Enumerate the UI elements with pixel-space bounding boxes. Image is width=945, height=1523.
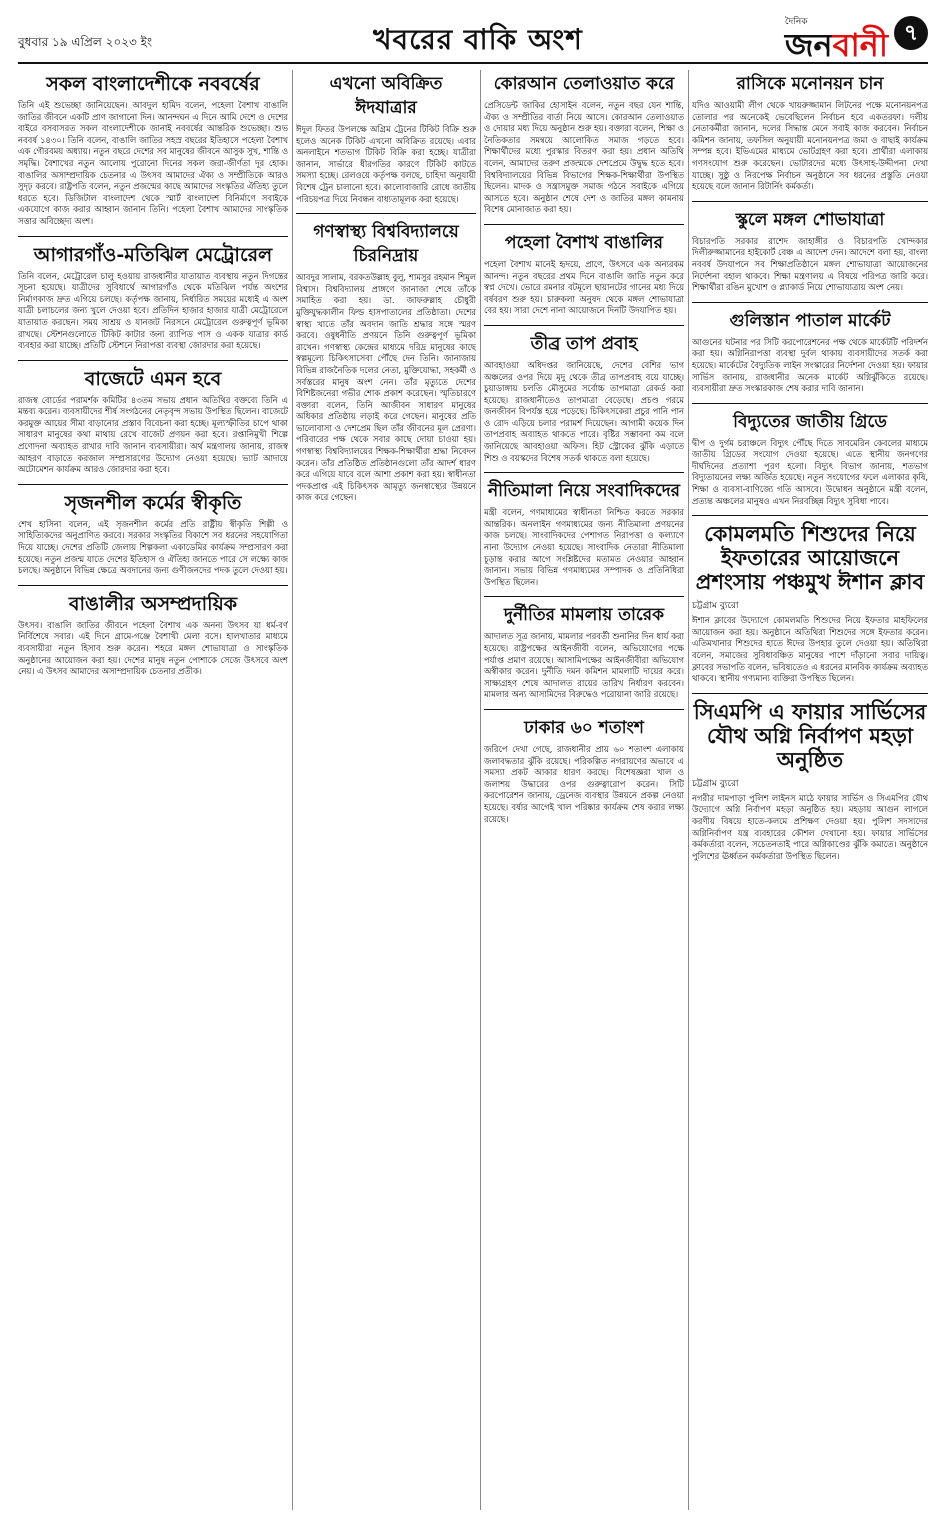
article-body: ঈদুল ফিতর উপলক্ষে অগ্রিম ট্রেনের টিকিট বিক্রি শুরু হলেও অনেক টিকিট এখনো অবিক্রিত রয়েছে। এবার অনলাইনে শতভাগ টিকিট বিক্রি করা হচ্ছে। যাত্রীরা জানান, সার্ভারে ধীরগতির কারণে টিকিট কাটতে সমস্যা হচ্ছে। রেলওয়ে কর্তৃপক্ষ বলছে, চাহিদা অনুযায়ী বিশেষ ট্রেন চালানো হবে। কালোবাজারি রোধে জাতীয় পরিচয়পত্র দিয়ে নিবন্ধন বাধ্যতামূলক করা হয়েছে। bbox=[296, 124, 476, 204]
article bbox=[18, 489, 288, 577]
article-body: নগরীর দামপাড়া পুলিশ লাইনস মাঠে ফায়ার সার্ভিস ও সিএমপির যৌথ উদ্যোগে অগ্নি নির্বাপণ মহড়া অনুষ্ঠিত হয়। মহড়ায় আগুন লাগলে করণীয় বিষয়ে হাতে-কলমে প্রশিক্ষণ দেওয়া হয়। পুলিশ সদস্যদের অগ্নিনির্বাপণ যন্ত্র ব্যবহারের কৌশল দেখানো হয়। ফায়ার সার্ভিসের কর্মকর্তারা বলেন, সচেতনতাই পারে অগ্নিকাণ্ডের ঝুঁকি কমাতে। অনুষ্ঠানে পুলিশের ঊর্ধ্বতন কর্মকর্তারা উপস্থিত ছিলেন। bbox=[692, 792, 928, 861]
article-body: দ্বীপ ও দুর্গম চরাঞ্চলে বিদ্যুৎ পৌঁছে দিতে সাবমেরিন কেবলের মাধ্যমে জাতীয় গ্রিডের সংযোগ দেওয়া হয়েছে। এতে স্থানীয় জনগণের দীর্ঘদিনের প্রত্যাশা পূরণ হলো। বিদ্যুৎ বিভাগ জানায়, শতভাগ বিদ্যুতায়নের লক্ষ্য অর্জিত হয়েছে। নতুন সংযোগের ফলে এলাকার কৃষি, শিক্ষা ও ব্যবসা-বাণিজ্যে গতি আসবে। উদ্বোধন অনুষ্ঠানে মন্ত্রী বলেন, প্রত্যন্ত অঞ্চলের মানুষও এখন নিরবচ্ছিন্ন বিদ্যুৎ সুবিধা পাবে। bbox=[692, 437, 928, 506]
divider-rule bbox=[18, 585, 288, 586]
article-headline: গুলিস্তান পাতাল মার্কেট bbox=[729, 310, 891, 331]
article-body: রাজস্ব বোর্ডের পরামর্শক কমিটির ৪৩তম সভায় প্রধান অতিথির বক্তব্যে তিনি এ মন্তব্য করেন। ব্যবসায়ীদের শীর্ষ সংগঠনের নেতৃবৃন্দ সভায় উপস্থিত ছিলেন। বাজেটে করমুক্ত আয়ের সীমা বাড়ানোর প্রস্তাব বিবেচনা করা হচ্ছে। মূল্যস্ফীতির চাপে থাকা সাধারণ মানুষের কথা মাথায় রেখে বাজেট প্রণয়ন করা হবে। রপ্তানিমুখী শিল্পে প্রণোদনা অব্যাহত রাখার দাবি জানান ব্যবসায়ীরা। অর্থ মন্ত্রণালয় জানায়, রাজস্ব আহরণ বাড়াতে করজাল সম্প্রসারণের উদ্যোগ নেওয়া হয়েছে। ভ্যাট আদায়ে অটোমেশন কার্যক্রম আরও জোরদার করা হবে। bbox=[18, 394, 288, 475]
column-divider bbox=[688, 70, 689, 1510]
column-divider bbox=[292, 70, 293, 1510]
article bbox=[692, 408, 928, 508]
divider-rule bbox=[692, 403, 928, 404]
divider-rule bbox=[692, 302, 928, 303]
article-headline: সকল বাংলাদেশীকে নববর্ষের bbox=[46, 73, 260, 95]
section-title: খবরের বাকি অংশ bbox=[373, 23, 583, 56]
article-headline: ঢাকার ৬০ শতাংশ bbox=[524, 717, 644, 738]
page-header bbox=[18, 12, 928, 64]
article bbox=[484, 477, 684, 588]
article-headline: নীতিমালা নিয়ে সংবাদিকদের bbox=[487, 481, 681, 502]
article bbox=[692, 206, 928, 294]
article bbox=[692, 698, 928, 863]
divider-rule bbox=[692, 201, 928, 202]
column-1 bbox=[18, 70, 288, 1510]
article bbox=[296, 70, 476, 205]
article-body: মন্ত্রী বলেন, গণমাধ্যমের স্বাধীনতা নিশ্চিত করতে সরকার আন্তরিক। অনলাইন গণমাধ্যমের জন্য নীতিমালা প্রণয়নের কাজ চলছে। সাংবাদিকদের পেশাগত নিরাপত্তা ও কল্যাণে নানা উদ্যোগ নেওয়া হয়েছে। সাংবাদিক নেতারা নীতিমালা চূড়ান্ত করার আগে সংশ্লিষ্টদের মতামত নেওয়ার আহ্বান জানান। সভায় বিভিন্ন গণমাধ্যমের সম্পাদক ও প্রতিনিধিরা উপস্থিত ছিলেন। bbox=[484, 507, 684, 587]
article-headline: বাজেটে এমন হবে bbox=[84, 367, 222, 390]
divider-rule bbox=[18, 360, 288, 361]
logo-small-text: দৈনিক bbox=[784, 17, 808, 27]
article-body: আগুনের ঘটনার পর সিটি করপোরেশনের পক্ষ থেকে মার্কেটটি পরিদর্শন করা হয়। অগ্নিনিরাপত্তা ব্যবস্থা দুর্বল থাকায় ব্যবসায়ীদের সতর্ক করা হয়েছে। মার্কেটের বৈদ্যুতিক লাইন সংস্কারের নির্দেশনা দেওয়া হয়। ফায়ার সার্ভিস জানায়, রাজধানীর অনেক মার্কেট অগ্নিঝুঁকিতে রয়েছে। ব্যবসায়ীরা দ্রুত সংস্কারকাজ শেষ করার দাবি জানান। bbox=[692, 336, 928, 394]
article-headline: গণস্বাস্থ্য বিশ্ববিদ্যালয়ে চিরনিদ্রায় bbox=[313, 222, 459, 267]
article bbox=[18, 365, 288, 476]
article-body: উৎসব। বাঙালি জাতির জীবনে পহেলা বৈশাখ এক অনন্য উৎসব যা ধর্ম-বর্ণ নির্বিশেষে সবার। এই দিনে গ্রামে-গঞ্জে বৈশাখী মেলা বসে। হালখাতার মাধ্যমে ব্যবসায়ীরা নতুন হিসাব শুরু করেন। শহরে মঙ্গল শোভাযাত্রা ও সাংস্কৃতিক অনুষ্ঠানের আয়োজন করা হয়। দেশের মানুষ নতুন পোশাকে সেজে উৎসবে অংশ নেয়। এ উৎসব আমাদের অসাম্প্রদায়িক চেতনার প্রতীক। bbox=[18, 619, 288, 677]
article-headline: বাঙালীর অসম্প্রদায়িক bbox=[68, 592, 238, 615]
article-body: পহেলা বৈশাখ মানেই হৃদয়ে, প্রাণে, উৎসবে এক অন্যরকম আনন্দ। নতুন বছরের প্রথম দিনে বাঙালি জাতি নতুন করে স্বপ্ন দেখে। ভোরে রমনার বটমূলে ছায়ানটের গানের মধ্য দিয়ে বর্ষবরণ শুরু হয়। চারুকলা অনুষদ থেকে মঙ্গল শোভাযাত্রা বের হয়। সারা দেশে নানা আয়োজনে দিনটি উদযাপিত হয়। bbox=[484, 258, 684, 316]
article-body: শেখ হাসিনা বলেন, এই সৃজনশীল কর্মের প্রতি রাষ্ট্রীয় স্বীকৃতি শিল্পী ও সাহিত্যিকদের অনুপ্রাণিত করবে। সরকার সংস্কৃতির বিকাশে সব ধরনের সহযোগিতা দিয়ে যাচ্ছে। দেশের প্রতিটি জেলায় শিল্পকলা একাডেমির কার্যক্রম সম্প্রসারণ করা হয়েছে। নতুন প্রজন্ম যাতে দেশের ইতিহাস ও ঐতিহ্য জানতে পারে সে লক্ষ্যে কাজ চলছে। অনুষ্ঠানে বিভিন্ন ক্ষেত্রে অবদানের জন্য গুণীজনদের পদক তুলে দেওয়া হয়। bbox=[18, 518, 288, 576]
article bbox=[18, 241, 288, 352]
article-byline: চট্টগ্রাম ব্যুরো bbox=[692, 601, 739, 612]
newspaper-logo bbox=[784, 14, 888, 64]
divider-rule bbox=[18, 236, 288, 237]
article-headline: এখনো অবিক্রিত ঈদযাত্রার bbox=[329, 74, 443, 118]
article-headline: সৃজনশীল কর্মের স্বীকৃতি bbox=[64, 491, 242, 514]
article-body: তিনি বলেন, মেট্রোরেল চালু হওয়ায় রাজধানীর যাতায়াত ব্যবস্থায় নতুন দিগন্তের সূচনা হয়েছে। যাত্রীদের সুবিধার্থে আগারগাঁও থেকে মতিঝিল পর্যন্ত অংশের নির্মাণকাজ দ্রুত এগিয়ে চলছে। কর্তৃপক্ষ জানায়, নির্ধারিত সময়ের মধ্যেই এ অংশ যাত্রী চলাচলের জন্য খুলে দেওয়া হবে। প্রতিদিন হাজার হাজার যাত্রী মেট্রোরেলে যাতায়াত করছেন। সময় সাশ্রয় ও যানজট নিরসনে মেট্রোরেল গুরুত্বপূর্ণ ভূমিকা রাখছে। স্টেশনগুলোতে টিকিট কাটার জন্য র‍্যাপিড পাস ও একক যাত্রার কার্ড ব্যবহার করা যাচ্ছে। প্রতিটি স্টেশনে নিরাপত্তা ব্যবস্থা জোরদার করা হয়েছে। bbox=[18, 270, 288, 351]
article bbox=[484, 714, 684, 825]
issue-date: বুধবার ১৯ এপ্রিল ২০২৩ ইং bbox=[18, 35, 153, 49]
article-headline: রাসিকে মনোনয়ন চান bbox=[736, 74, 884, 94]
column-2 bbox=[296, 70, 476, 1510]
article bbox=[484, 229, 684, 317]
article bbox=[484, 330, 684, 464]
article-headline: কোমলমতি শিশুদের নিয়ে ইফতারের আয়োজনে প্রশংসায় পঞ্চমুখ ঈশান ক্লাব bbox=[695, 521, 925, 595]
column-divider bbox=[480, 70, 481, 1510]
article bbox=[296, 218, 476, 504]
divider-rule bbox=[18, 484, 288, 485]
article bbox=[18, 70, 288, 228]
divider-rule bbox=[484, 709, 684, 710]
article-body: জরিপে দেখা গেছে, রাজধানীর প্রায় ৬০ শতাংশ এলাকায় জলাবদ্ধতার ঝুঁকি রয়েছে। পরিকল্পিত নগরায়ণের অভাবে এ সমস্যা প্রকট আকার ধারণ করছে। বিশেষজ্ঞরা খাল ও জলাশয় উদ্ধারের ওপর গুরুত্বারোপ করেন। সিটি করপোরেশন জানায়, ড্রেনেজ ব্যবস্থার উন্নয়নে প্রকল্প নেওয়া হয়েছে। বর্ষার আগেই খাল পরিষ্কার কার্যক্রম শেষ করার লক্ষ্য রয়েছে। bbox=[484, 743, 684, 824]
article-body: আদালত সূত্র জানায়, মামলার পরবর্তী শুনানির দিন ধার্য করা হয়েছে। রাষ্ট্রপক্ষের আইনজীবী বলেন, অভিযোগের পক্ষে পর্যাপ্ত প্রমাণ রয়েছে। আসামিপক্ষের আইনজীবীরা অভিযোগ অস্বীকার করেন। দুর্নীতি দমন কমিশন মামলাটি দায়ের করে। সাক্ষ্যগ্রহণ শেষে আদালত রায়ের তারিখ নির্ধারণ করবেন। মামলার অন্য আসামিদের বিরুদ্ধেও পরোয়ানা জারি রয়েছে। bbox=[484, 631, 684, 700]
article-headline: আগারগাঁও-মতিঝিল মেট্রোরেল bbox=[33, 243, 273, 266]
article-byline: চট্টগ্রাম ব্যুরো bbox=[692, 778, 739, 789]
logo-text-1: জন bbox=[784, 26, 833, 64]
column-4 bbox=[692, 70, 928, 1510]
article bbox=[18, 590, 288, 678]
divider-rule bbox=[692, 515, 928, 516]
article-body: ঈশান ক্লাবের উদ্যোগে কোমলমতি শিশুদের নিয়ে ইফতার মাহফিলের আয়োজন করা হয়। অনুষ্ঠানে অতিথিরা শিশুদের সঙ্গে ইফতার করেন। এতিমখানার শিশুদের হাতে ঈদের উপহার তুলে দেওয়া হয়। অতিথিরা বলেন, সমাজের সুবিধাবঞ্চিত মানুষের পাশে দাঁড়ানো সবার দায়িত্ব। ক্লাবের সভাপতি বলেন, ভবিষ্যতেও এ ধরনের মানবিক কার্যক্রম অব্যাহত থাকবে। স্থানীয় গণ্যমান্য ব্যক্তিরা উপস্থিত ছিলেন। bbox=[692, 615, 928, 684]
article bbox=[484, 601, 684, 701]
article-body: যদিও আওয়ামী লীগ থেকে খায়রুজ্জামান লিটনের পক্ষে মনোনয়নপত্র তোলার পর অনেকেই ভেবেছিলেন নির্বাচন হবে একতরফা। দলীয় নেতাকর্মীরা জানান, দলের সিদ্ধান্ত মেনে সবাই কাজ করবেন। নির্বাচন কমিশন জানায়, তফসিল অনুযায়ী মনোনয়নপত্র জমা ও বাছাই কার্যক্রম সম্পন্ন হবে। ইভিএমের মাধ্যমে ভোটগ্রহণ করা হবে। প্রার্থীরা এলাকায় গণসংযোগ শুরু করেছেন। ভোটারদের মধ্যে উৎসাহ-উদ্দীপনা দেখা যাচ্ছে। সুষ্ঠু ও নিরপেক্ষ নির্বাচন অনুষ্ঠানে সব ধরনের প্রস্তুতি নেওয়া হয়েছে বলে জানান রিটার্নিং কর্মকর্তা। bbox=[692, 100, 928, 192]
article-body: আবদুর সালাম, বরকতউল্লাহ বুলু, শামসুর রহমান শিমুল বিশ্বাস। বিশ্ববিদ্যালয় প্রাঙ্গণে জানাজা শেষে তাঁকে সমাহিত করা হয়। ডা. জাফরুল্লাহ চৌধুরী মুক্তিযুদ্ধকালীন ফিল্ড হাসপাতালের প্রতিষ্ঠাতা। দেশের স্বাস্থ্য খাতে তাঁর অবদান জাতি শ্রদ্ধার সঙ্গে স্মরণ করবে। ওষুধনীতি প্রণয়নে তিনি গুরুত্বপূর্ণ ভূমিকা রাখেন। গণস্বাস্থ্য কেন্দ্রের মাধ্যমে দরিদ্র মানুষের কাছে স্বল্পমূল্যে চিকিৎসাসেবা পৌঁছে দেন তিনি। জানাজায় বিভিন্ন রাজনৈতিক দলের নেতা, মুক্তিযোদ্ধা, সহকর্মী ও সর্বস্তরের মানুষ অংশ নেন। তাঁর মৃত্যুতে দেশের বিশিষ্টজনেরা গভীর শোক প্রকাশ করেছেন। স্মৃতিচারণে বক্তারা বলেন, তিনি আজীবন সাধারণ মানুষের অধিকার প্রতিষ্ঠায় লড়াই করে গেছেন। মানুষের প্রতি ভালোবাসা ও দেশপ্রেম ছিল তাঁর জীবনের মূল প্রেরণা। পরিবারের পক্ষ থেকে সবার কাছে দোয়া চাওয়া হয়। গণস্বাস্থ্য বিশ্ববিদ্যালয়ের শিক্ষক-শিক্ষার্থীরা শ্রদ্ধা নিবেদন করেন। তাঁর প্রতিষ্ঠিত প্রতিষ্ঠানগুলো তাঁর আদর্শ ধারণ করে এগিয়ে যাবে বলে আশা প্রকাশ করা হয়। স্বাধীনতা পদকপ্রাপ্ত এই চিকিৎসক আমৃত্যু জনস্বাস্থ্যের উন্নয়নে কাজ করে গেছেন। bbox=[296, 272, 476, 503]
article bbox=[484, 70, 684, 216]
article-headline: তীব্র তাপ প্রবাহ bbox=[530, 333, 638, 354]
article-headline: দুর্নীতির মামলায় তারেক bbox=[504, 605, 664, 626]
article-headline: সিএমপি এ ফায়ার সার্ভিসের যৌথ অগ্নি নির্বাপণ মহড়া অনুষ্ঠিত bbox=[693, 698, 927, 772]
divider-rule bbox=[484, 224, 684, 225]
article-headline: স্কুলে মঙ্গল শোভাযাত্রা bbox=[735, 209, 885, 230]
divider-rule bbox=[296, 213, 476, 214]
divider-rule bbox=[692, 693, 928, 694]
article-headline: পহেলা বৈশাখ বাঙালির bbox=[505, 232, 663, 253]
article-body: বিচারপতি সরকার রাশেদ জাহাঙ্গীর ও বিচারপতি খোন্দকার দিলীরুজ্জামানের হাইকোর্ট বেঞ্চ এ আদেশ দেন। আদেশে বলা হয়, বাংলা নববর্ষ উদযাপনে সব শিক্ষাপ্রতিষ্ঠানে মঙ্গল শোভাযাত্রা আয়োজনের নির্দেশনা বহাল থাকবে। শিক্ষা মন্ত্রণালয় এ বিষয়ে পরিপত্র জারি করে। শিক্ষার্থীরা রঙিন মুখোশ ও প্ল্যাকার্ড নিয়ে শোভাযাত্রায় অংশ নেয়। bbox=[692, 235, 928, 293]
page-number-badge: ৭ bbox=[894, 16, 928, 50]
logo-text-2: বানী bbox=[832, 26, 888, 64]
article-columns bbox=[18, 70, 928, 1510]
article bbox=[692, 70, 928, 193]
article bbox=[692, 520, 928, 685]
article-body: প্রেসিডেন্ট জাকির হোসাইন বলেন, নতুন বছর যেন শান্তি, ঐক্য ও সম্প্রীতির বার্তা নিয়ে আসে। কোরআন তেলাওয়াত ও দোয়ার মধ্য দিয়ে অনুষ্ঠান শুরু হয়। বক্তারা বলেন, শিক্ষা ও নৈতিকতার সমন্বয়ে আলোকিত সমাজ গড়তে হবে। শিক্ষার্থীদের মধ্যে পুরস্কার বিতরণ করা হয়। প্রধান অতিথি বলেন, আমাদের তরুণ প্রজন্মকে দেশপ্রেমে উদ্বুদ্ধ হতে হবে। বিশ্ববিদ্যালয়ের বিভিন্ন বিভাগের শিক্ষক-শিক্ষার্থীরা উপস্থিত ছিলেন। মাদক ও সন্ত্রাসমুক্ত সমাজ গঠনে সবাইকে এগিয়ে আসতে হবে। অনুষ্ঠান শেষে দেশ ও জাতির মঙ্গল কামনায় বিশেষ মোনাজাত করা হয়। bbox=[484, 100, 684, 215]
column-3 bbox=[484, 70, 684, 1510]
article-headline: কোরআন তেলাওয়াত করে bbox=[493, 74, 675, 94]
article-body: আবহাওয়া অধিদপ্তর জানিয়েছে, দেশের বেশির ভাগ অঞ্চলের ওপর দিয়ে মৃদু থেকে তীব্র তাপপ্রবাহ বয়ে যাচ্ছে। চুয়াডাঙ্গায় চলতি মৌসুমের সর্বোচ্চ তাপমাত্রা রেকর্ড করা হয়েছে। রাজধানীতেও তাপমাত্রা বেড়েছে। প্রচণ্ড গরমে জনজীবন বিপর্যস্ত হয়ে পড়েছে। চিকিৎসকেরা প্রচুর পানি পান ও রোদ এড়িয়ে চলার পরামর্শ দিয়েছেন। আগামী কয়েক দিন তাপপ্রবাহ অব্যাহত থাকতে পারে। বৃষ্টির সম্ভাবনা কম বলে জানিয়েছে আবহাওয়া অফিস। হিট স্ট্রোকের ঝুঁকি এড়াতে শিশু ও বয়স্কদের বিশেষ সতর্ক থাকতে বলা হয়েছে। bbox=[484, 359, 684, 463]
divider-rule bbox=[484, 325, 684, 326]
divider-rule bbox=[484, 472, 684, 473]
article-body: তিনি এই শুভেচ্ছা জানিয়েছেন। আবদুল হামিদ বলেন, পহেলা বৈশাখ বাঙালি জাতির জীবনে একটি প্রাণ জাগানো দিন। আনন্দঘন এ দিনে আমি দেশে ও দেশের বাইরে বসবাসরত সকল বাংলাদেশীকে জানাই নববর্ষের আন্তরিক শুভেচ্ছা। শুভ নববর্ষ ১৪৩০। তিনি বলেন, বাঙালি জাতির সহস্র বছরের ইতিহাসে পহেলা বৈশাখ এক গৌরবময় অধ্যায়। নতুন বছরে দেশের সব মানুষের জীবনে আসুক সুখ, শান্তি ও সমৃদ্ধি। বৈশাখের নতুন আলোয় পুরোনো দিনের সকল জরা-জীর্ণতা দূর হোক। বাঙালির অসাম্প্রদায়িক চেতনার এ উৎসব আমাদের ঐক্য ও সম্প্রীতিকে আরও সুদৃঢ় করবে। রাষ্ট্রপতি বলেন, নতুন প্রজন্মের কাছে আমাদের সংস্কৃতির ঐতিহ্য তুলে ধরতে হবে। ডিজিটাল বাংলাদেশ থেকে স্মার্ট বাংলাদেশ বিনির্মাণে সবাইকে একযোগে কাজ করার আহ্বান জানান তিনি। পহেলা বৈশাখ আমাদের সাংস্কৃতিক সত্তার অবিচ্ছেদ্য অংশ। bbox=[18, 100, 288, 226]
divider-rule bbox=[484, 596, 684, 597]
article bbox=[692, 307, 928, 395]
article-headline: বিদ্যুতের জাতীয় গ্রিডে bbox=[733, 411, 887, 432]
